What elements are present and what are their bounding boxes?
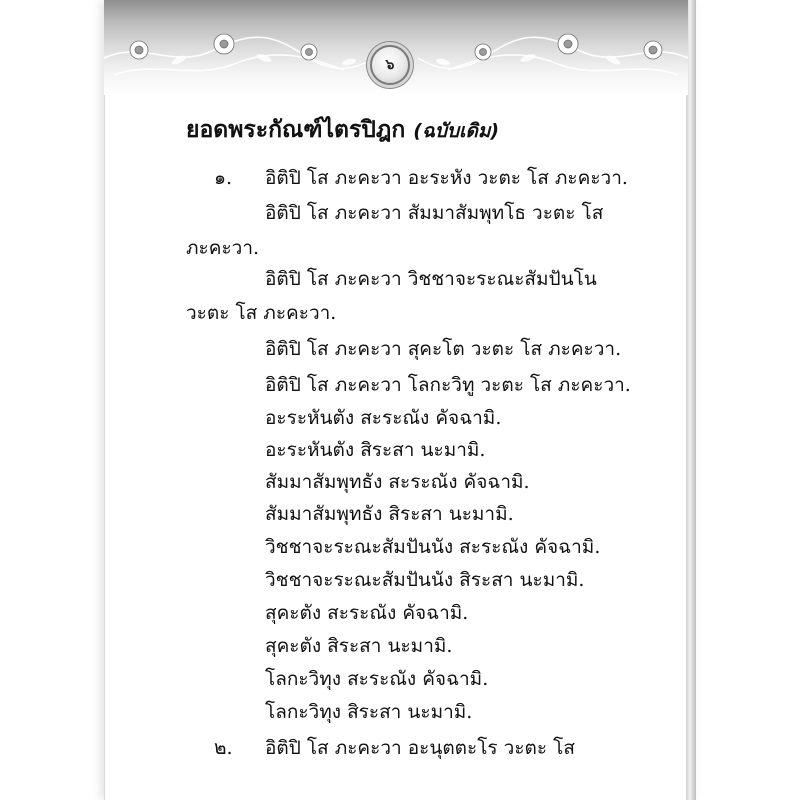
verse-line: ภะคะวา. (186, 237, 260, 259)
verse-line: วิชชาจะระณะสัมปันนัง สิระสา นะมามิ. (265, 569, 585, 591)
verse-number: ๒. (214, 737, 233, 759)
verse-line: วะตะ โส ภะคะวา. (186, 302, 337, 324)
verse-line: อิติปิ โส ภะคะวา สุคะโต วะตะ โส ภะคะวา. (265, 338, 622, 360)
verse-line: สุคะตัง สะระณัง คัจฉามิ. (265, 602, 469, 624)
verse-line: สัมมาสัมพุทธัง สะระณัง คัจฉามิ. (265, 471, 530, 493)
verse-line: โลกะวิทุง สะระณัง คัจฉามิ. (265, 668, 489, 690)
verse-number: ๑. (214, 167, 233, 189)
verse-line: อิติปิ โส ภะคะวา สัมมาสัมพุทโธ วะตะ โส (265, 202, 604, 224)
verse-line: อิติปิ โส ภะคะวา อะระหัง วะตะ โส ภะคะวา. (265, 167, 628, 189)
title-main: ยอดพระกัณฑ์ไตรปิฎก (186, 117, 406, 143)
verse-line: วิชชาจะระณะสัมปันนัง สะระณัง คัจฉามิ. (265, 536, 601, 558)
verse-line: อิติปิ โส ภะคะวา โลกะวิทู วะตะ โส ภะคะวา. (265, 374, 631, 396)
verse-line: สัมมาสัมพุทธัง สิระสา นะมามิ. (265, 503, 514, 525)
verse-line: อะระหันตัง สะระณัง คัจฉามิ. (265, 407, 502, 429)
page-title (186, 112, 666, 148)
verse-line: อิติปิ โส ภะคะวา อะนุตตะโร วะตะ โส (265, 737, 575, 759)
verse-line: อะระหันตัง สิระสา นะมามิ. (265, 439, 486, 461)
title-suffix: (ฉบับเดิม) (413, 120, 500, 142)
verse-line: สุคะตัง สิระสา นะมามิ. (265, 635, 453, 657)
page-number-badge: ๖ (370, 45, 410, 85)
verse-line: อิติปิ โส ภะคะวา วิชชาจะระณะสัมปันโน (265, 268, 597, 290)
verse-line: โลกะวิทุง สิระสา นะมามิ. (265, 701, 473, 723)
page-edge (686, 0, 696, 800)
